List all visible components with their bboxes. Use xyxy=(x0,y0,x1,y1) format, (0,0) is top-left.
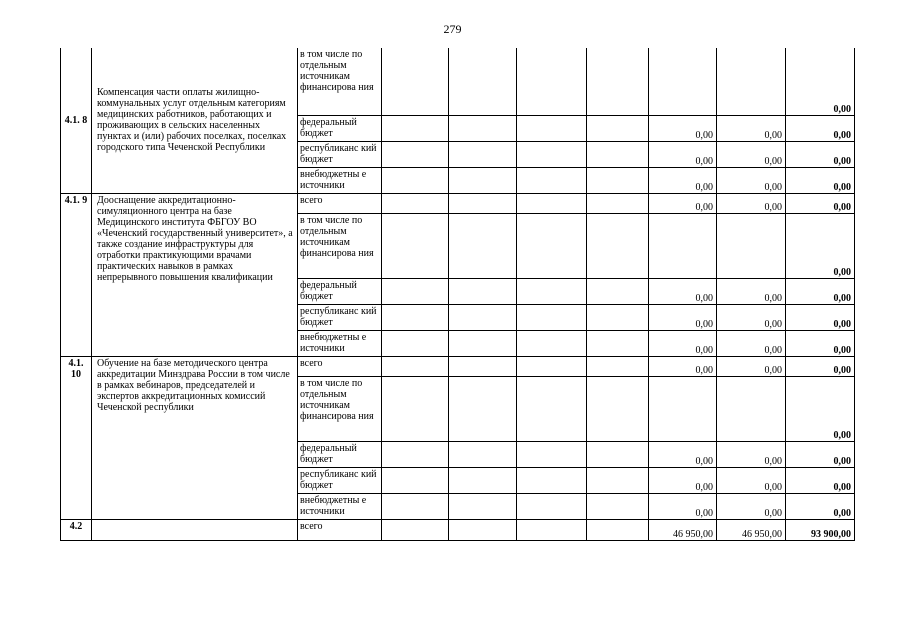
value-cell: 0,00 xyxy=(649,356,717,376)
empty-cell xyxy=(382,376,449,441)
value-cell: 0,00 xyxy=(649,304,717,330)
empty-cell xyxy=(587,356,649,376)
empty-cell xyxy=(382,278,449,304)
empty-cell xyxy=(449,278,517,304)
empty-cell xyxy=(449,193,517,213)
empty-cell xyxy=(449,441,517,467)
source-label: республиканс кий бюджет xyxy=(298,304,382,330)
value-cell: 0,00 xyxy=(717,167,786,193)
empty-cell xyxy=(449,115,517,141)
source-label: всего xyxy=(298,193,382,213)
table-row xyxy=(61,193,855,213)
empty-cell xyxy=(517,493,587,519)
budget-table xyxy=(60,48,855,541)
empty-cell xyxy=(449,519,517,540)
empty-cell xyxy=(449,213,517,278)
total-cell: 0,00 xyxy=(786,167,855,193)
value-cell: 0,00 xyxy=(717,330,786,356)
value-cell: 0,00 xyxy=(649,467,717,493)
value-cell: 0,00 xyxy=(649,193,717,213)
value-cell xyxy=(649,48,717,115)
value-cell xyxy=(717,48,786,115)
total-cell: 0,00 xyxy=(786,356,855,376)
empty-cell xyxy=(449,141,517,167)
value-cell: 0,00 xyxy=(717,115,786,141)
source-label: в том числе по отдельным источникам финансирова ния xyxy=(298,48,382,115)
total-cell: 0,00 xyxy=(786,304,855,330)
empty-cell xyxy=(449,48,517,115)
source-label: в том числе по отдельным источникам финансирова ния xyxy=(298,376,382,441)
value-cell xyxy=(717,376,786,441)
source-label: республиканс кий бюджет xyxy=(298,467,382,493)
empty-cell xyxy=(517,278,587,304)
empty-cell xyxy=(517,519,587,540)
value-cell: 0,00 xyxy=(649,167,717,193)
source-label: федеральный бюджет xyxy=(298,278,382,304)
item-number: 4.1. 8 xyxy=(61,48,92,193)
value-cell: 0,00 xyxy=(717,193,786,213)
value-cell: 0,00 xyxy=(649,441,717,467)
total-cell: 0,00 xyxy=(786,48,855,115)
empty-cell xyxy=(382,467,449,493)
empty-cell xyxy=(449,167,517,193)
source-label: внебюджетны е источники xyxy=(298,330,382,356)
empty-cell xyxy=(587,278,649,304)
value-cell: 0,00 xyxy=(717,441,786,467)
empty-cell xyxy=(517,330,587,356)
source-label: всего xyxy=(298,356,382,376)
empty-cell xyxy=(587,519,649,540)
value-cell: 0,00 xyxy=(717,141,786,167)
total-cell: 0,00 xyxy=(786,115,855,141)
empty-cell xyxy=(382,48,449,115)
total-cell: 0,00 xyxy=(786,330,855,356)
empty-cell xyxy=(449,493,517,519)
empty-cell xyxy=(587,330,649,356)
empty-cell xyxy=(382,330,449,356)
value-cell xyxy=(717,213,786,278)
value-cell: 0,00 xyxy=(717,278,786,304)
source-label: внебюджетны е источники xyxy=(298,167,382,193)
total-cell: 0,00 xyxy=(786,441,855,467)
empty-cell xyxy=(517,167,587,193)
total-cell: 0,00 xyxy=(786,278,855,304)
value-cell xyxy=(649,213,717,278)
empty-cell xyxy=(587,141,649,167)
value-cell: 0,00 xyxy=(649,278,717,304)
value-cell: 46 950,00 xyxy=(717,519,786,540)
empty-cell xyxy=(587,167,649,193)
empty-cell xyxy=(517,376,587,441)
empty-cell xyxy=(517,441,587,467)
empty-cell xyxy=(587,441,649,467)
empty-cell xyxy=(382,115,449,141)
total-cell: 0,00 xyxy=(786,493,855,519)
item-number: 4.2 xyxy=(61,519,92,540)
value-cell: 0,00 xyxy=(717,356,786,376)
empty-cell xyxy=(587,48,649,115)
source-label: республиканс кий бюджет xyxy=(298,141,382,167)
item-description: Обучение на базе методического центра аккредитации Минздрава России в том числе в рамках вебинаров, председателей и экспертов аккредитационных комиссий Чеченской республики xyxy=(92,356,298,519)
empty-cell xyxy=(587,376,649,441)
value-cell: 0,00 xyxy=(649,141,717,167)
item-number: 4.1. 10 xyxy=(61,356,92,519)
empty-cell xyxy=(587,493,649,519)
empty-cell xyxy=(517,193,587,213)
total-cell: 0,00 xyxy=(786,141,855,167)
empty-cell xyxy=(382,141,449,167)
empty-cell xyxy=(382,356,449,376)
source-label: федеральный бюджет xyxy=(298,441,382,467)
empty-cell xyxy=(587,115,649,141)
total-cell: 0,00 xyxy=(786,376,855,441)
empty-cell xyxy=(517,141,587,167)
page-number: 279 xyxy=(443,22,462,36)
value-cell: 0,00 xyxy=(649,115,717,141)
item-number: 4.1. 9 xyxy=(61,193,92,356)
value-cell: 0,00 xyxy=(717,493,786,519)
empty-cell xyxy=(449,356,517,376)
empty-cell xyxy=(449,376,517,441)
source-label: в том числе по отдельным источникам финансирова ния xyxy=(298,213,382,278)
empty-cell xyxy=(517,467,587,493)
value-cell: 0,00 xyxy=(717,304,786,330)
source-label: внебюджетны е источники xyxy=(298,493,382,519)
value-cell xyxy=(649,376,717,441)
empty-cell xyxy=(517,213,587,278)
item-description: Компенсация части оплаты жилищно-коммунальных услуг отдельным категориям медицинских работников, работающих и проживающих в сельских населенных пунктах и (или) рабочих поселках, поселках городского типа Чеченской Республики xyxy=(92,48,298,193)
empty-cell xyxy=(587,304,649,330)
total-cell: 0,00 xyxy=(786,193,855,213)
empty-cell xyxy=(449,304,517,330)
empty-cell xyxy=(382,519,449,540)
empty-cell xyxy=(382,304,449,330)
value-cell: 0,00 xyxy=(649,493,717,519)
table-row xyxy=(61,356,855,376)
value-cell: 0,00 xyxy=(649,330,717,356)
empty-cell xyxy=(382,493,449,519)
empty-cell xyxy=(587,213,649,278)
empty-cell xyxy=(517,356,587,376)
empty-cell xyxy=(382,213,449,278)
empty-cell xyxy=(382,167,449,193)
empty-cell xyxy=(517,115,587,141)
empty-cell xyxy=(587,467,649,493)
empty-cell xyxy=(449,467,517,493)
empty-cell xyxy=(517,304,587,330)
value-cell: 46 950,00 xyxy=(649,519,717,540)
value-cell: 0,00 xyxy=(717,467,786,493)
table-row xyxy=(61,519,855,540)
item-description xyxy=(92,519,298,540)
empty-cell xyxy=(587,193,649,213)
item-description: Дооснащение аккредитационно-симуляционного центра на базе Медицинского института ФБГОУ ВО «Чеченский государственный университет», а также создание инфраструктуры для отработки практикующими врачами практических навыков в рамках непрерывного повышения квалификации xyxy=(92,193,298,356)
empty-cell xyxy=(517,48,587,115)
source-label: федеральный бюджет xyxy=(298,115,382,141)
empty-cell xyxy=(382,193,449,213)
empty-cell xyxy=(382,441,449,467)
total-cell: 0,00 xyxy=(786,467,855,493)
empty-cell xyxy=(449,330,517,356)
total-cell: 93 900,00 xyxy=(786,519,855,540)
total-cell: 0,00 xyxy=(786,213,855,278)
source-label: всего xyxy=(298,519,382,540)
table-row xyxy=(61,48,855,115)
